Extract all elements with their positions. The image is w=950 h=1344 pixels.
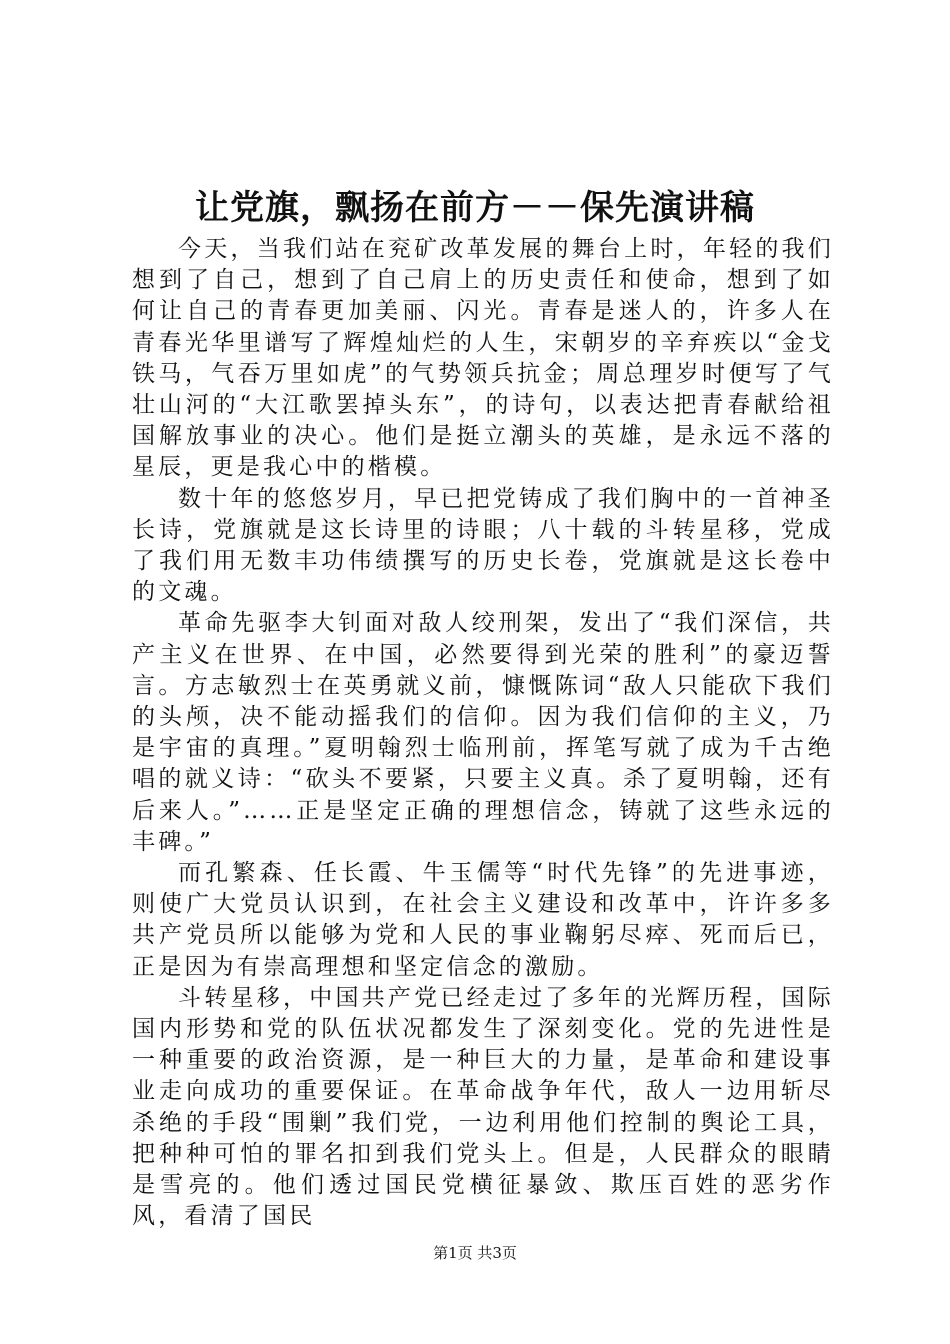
document-body [132,234,834,1233]
paragraph-3: 革命先驱李大钊面对敌人绞刑架，发出了“我们深信，共产主义在世界、在中国，必然要得到光荣的胜利”的豪迈誓言。方志敏烈士在英勇就义前，慷慨陈词“敌人只能砍下我们的头颅，决不能动摇我们的信仰。因为我们信仰的主义，乃是宇宙的真理。”夏明翰烈士临刑前，挥笔写就了成为千古绝唱的就义诗：“砍头不要紧，只要主义真。杀了夏明翰，还有后来人。”……正是坚定正确的理想信念，铸就了这些永远的丰碑。” [132,610,834,855]
paragraph-5: 斗转星移，中国共产党已经走过了多年的光辉历程，国际国内形势和党的队伍状况都发生了深刻变化。党的先进性是一种重要的政治资源，是一种巨大的力量，是革命和建设事业走向成功的重要保证。在革命战争年代，敌人一边用斩尽杀绝的手段“围剿”我们党，一边利用他们控制的舆论工具，把种种可怕的罪名扣到我们党头上。但是，人民群众的眼睛是雪亮的。他们透过国民党横征暴敛、欺压百姓的恶劣作风，看清了国民 [132,984,834,1230]
paragraph-4: 而孔繁森、任长霞、牛玉儒等“时代先锋”的先进事迹，则使广大党员认识到，在社会主义建设和改革中，许许多多共产党员所以能够为党和人民的事业鞠躬尽瘁、死而后已，正是因为有崇高理想和坚定信念的激励。 [132,860,834,980]
paragraph-1: 今天，当我们站在兖矿改革发展的舞台上时，年轻的我们想到了自己，想到了自己肩上的历史责任和使命，想到了如何让自己的青春更加美丽、闪光。青春是迷人的，许多人在青春光华里谱写了辉煌灿烂的人生，宋朝岁的辛弃疾以“金戈铁马，气吞万里如虎”的气势领兵抗金；周总理岁时便写了气壮山河的“大江歌罢掉头东”，的诗句，以表达把青春献给祖国解放事业的决心。他们是挺立潮头的英雄，是永远不落的星辰，更是我心中的楷模。 [132,236,834,481]
paragraph-2: 数十年的悠悠岁月，早已把党铸成了我们胸中的一首神圣长诗，党旗就是这长诗里的诗眼；八十载的斗转星移，党成了我们用无数丰功伟绩撰写的历史长卷，党旗就是这长卷中的文魂。 [132,485,834,606]
page-footer: 第1页 共3页 [433,1244,517,1262]
document-title: 让党旗，飘扬在前方－－保先演讲稿 [195,188,755,228]
